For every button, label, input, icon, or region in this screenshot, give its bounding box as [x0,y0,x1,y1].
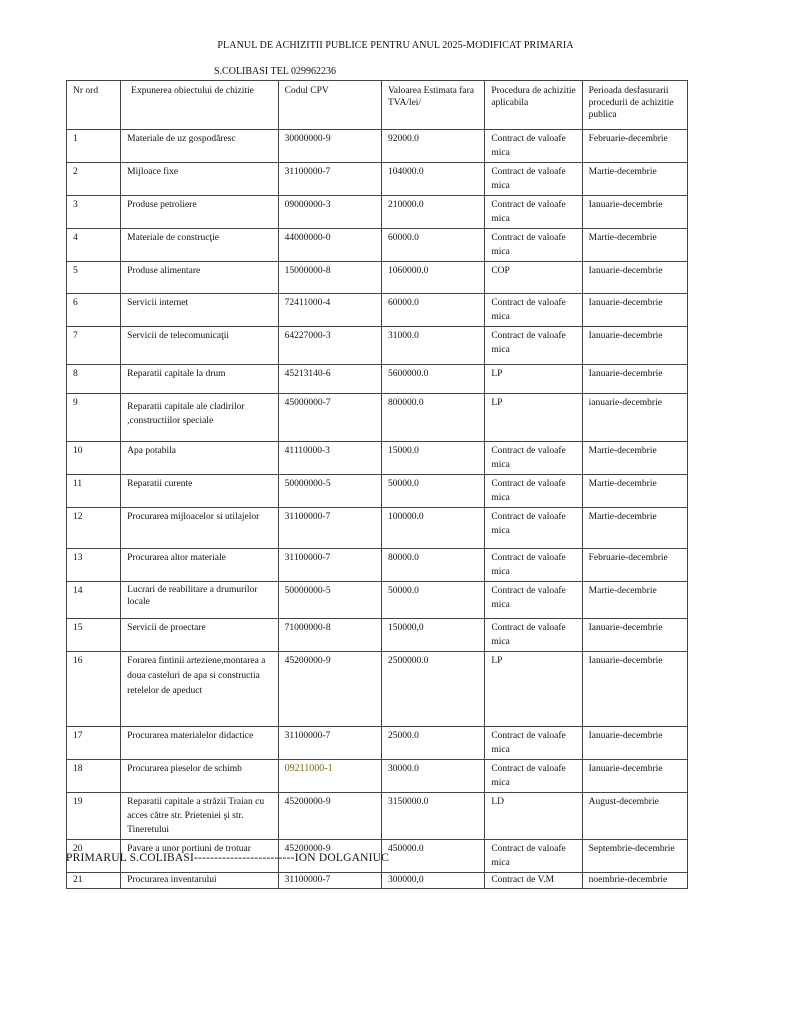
cell-cpv: 71000000-8 [278,619,381,652]
cell-procedure: Contract de valoafe mica [485,760,582,793]
cell-value: 100000.0 [382,508,485,549]
cell-period: Ianuarie-decembrie [582,262,687,294]
cell-nr: 11 [67,475,121,508]
cell-object: Forarea fintinii arteziene,montarea a doua casteluri de apa si constructia retelelor de apeduct [121,652,279,727]
cell-cpv: 45000000-7 [278,394,381,442]
cell-object: Reparatii capitale la drum [121,365,279,394]
table-row [67,163,688,196]
cell-object: Lucrari de reabilitare a drumurilor locale [121,582,279,619]
cell-object: Procurarea materialelor didactice [121,727,279,760]
table-row [67,294,688,327]
cell-procedure: Contract de valoafe mica [485,163,582,196]
cell-value: 50000.0 [382,475,485,508]
cell-value: 800000.0 [382,394,485,442]
cell-cpv: 50000000-5 [278,475,381,508]
cell-procedure: Contract de valoafe mica [485,196,582,229]
cell-nr: 10 [67,442,121,475]
cell-object: Procurarea inventarului [121,873,279,889]
cell-period: Martie-decembrie [582,229,687,262]
procurement-plan-table [66,80,688,889]
cell-cpv: 41110000-3 [278,442,381,475]
cell-value: 31000.0 [382,327,485,365]
cell-value: 5600000.0 [382,365,485,394]
cell-nr: 19 [67,793,121,840]
cell-nr: 21 [67,873,121,889]
cell-cpv: 09000000-3 [278,196,381,229]
cell-value: 15000.0 [382,442,485,475]
cell-cpv: 72411000-4 [278,294,381,327]
cell-value: 3150000.0 [382,793,485,840]
table-row [67,873,688,889]
cell-nr: 8 [67,365,121,394]
cell-value: 60000.0 [382,294,485,327]
cell-object: Apa potabila [121,442,279,475]
cell-procedure: Contract de valoafe mica [485,475,582,508]
cell-nr: 12 [67,508,121,549]
cell-period: Martie-decembrie [582,475,687,508]
document-subtitle: S.COLIBASI TEL 029962236 [214,66,336,77]
cell-period: Ianuarie-decembrie [582,365,687,394]
cell-period: August-decembrie [582,793,687,840]
cell-cpv: 09211000-1 [278,760,381,793]
header-period: Perioada desfasurarii procedurii de achizitie publica [582,81,687,130]
table-row [67,394,688,442]
cell-procedure: Contract de V.M [485,873,582,889]
cell-procedure: LP [485,365,582,394]
cell-procedure: Contract de valoafe mica [485,508,582,549]
cell-object: Reparatii capitale ale cladirilor ,constructiilor speciale [121,394,279,442]
cell-nr: 3 [67,196,121,229]
cell-nr: 14 [67,582,121,619]
header-object: Expunerea obiectului de chizitie [121,81,279,130]
cell-nr: 1 [67,130,121,163]
cell-value: 50000.0 [382,582,485,619]
table-row [67,365,688,394]
table-row [67,508,688,549]
cell-cpv: 31100000-7 [278,163,381,196]
cell-value: 80000.0 [382,549,485,582]
cell-nr: 2 [67,163,121,196]
cell-nr: 5 [67,262,121,294]
cell-period: Februarie-decembrie [582,549,687,582]
cell-procedure: COP [485,262,582,294]
table-row [67,196,688,229]
document-title: PLANUL DE ACHIZITII PUBLICE PENTRU ANUL 2025-MODIFICAT PRIMARIA [217,40,574,51]
cell-nr: 18 [67,760,121,793]
header-procedure: Procedura de achizitie aplicabila [485,81,582,130]
mayor-signature-line: PRIMARUL S.COLIBASI-------------------------ION DOLGANIUC [66,852,389,864]
table-row [67,793,688,840]
cell-nr: 4 [67,229,121,262]
cell-value: 150000,0 [382,619,485,652]
cell-value: 1060000.0 [382,262,485,294]
cell-value: 300000,0 [382,873,485,889]
cell-period: Martie-decembrie [582,508,687,549]
cell-period: Ianuarie-decembrie [582,727,687,760]
table-row [67,475,688,508]
cell-object: Mijloace fixe [121,163,279,196]
cell-nr: 17 [67,727,121,760]
cell-value: 210000.0 [382,196,485,229]
table-row [67,130,688,163]
cell-cpv: 50000000-5 [278,582,381,619]
table-row [67,442,688,475]
cell-cpv: 30000000-9 [278,130,381,163]
cell-nr: 7 [67,327,121,365]
cell-cpv: 31100000-7 [278,873,381,889]
cell-object: Produse alimentare [121,262,279,294]
table-row [67,760,688,793]
cell-period: Februarie-decembrie [582,130,687,163]
cell-period: Martie-decembrie [582,582,687,619]
table-row [67,327,688,365]
header-value: Valoarea Estimata fara TVA/lei/ [382,81,485,130]
cell-procedure: LD [485,793,582,840]
header-cpv: Codul CPV [278,81,381,130]
table-row [67,582,688,619]
cell-object: Reparatii curente [121,475,279,508]
cell-period: Martie-decembrie [582,163,687,196]
cell-object: Materiale de construcţie [121,229,279,262]
cell-nr: 6 [67,294,121,327]
cell-cpv: 45200000-9 [278,793,381,840]
cell-value: 92000.0 [382,130,485,163]
table-row [67,549,688,582]
cell-period: Ianuarie-decembrie [582,196,687,229]
cell-period: Martie-decembrie [582,442,687,475]
cell-object: Procurarea mijloacelor si utilajelor [121,508,279,549]
cell-object: Servicii internet [121,294,279,327]
cell-procedure: Contract de valoafe mica [485,229,582,262]
cell-cpv: 45200000-9 [278,652,381,727]
cell-cpv: 44000000-0 [278,229,381,262]
cell-cpv: 15000000-8 [278,262,381,294]
cell-period: Ianuarie-decembrie [582,760,687,793]
cell-object: Produse petroliere [121,196,279,229]
cell-period: ianuarie-decembrie [582,394,687,442]
cell-period: Ianuarie-decembrie [582,652,687,727]
cell-nr: 9 [67,394,121,442]
cell-procedure: Contract de valoafe mica [485,130,582,163]
cell-cpv: 31100000-7 [278,549,381,582]
cell-cpv: 45200000-9 [278,840,381,873]
cell-procedure: Contract de valoafe mica [485,619,582,652]
cell-procedure: Contract de valoafe mica [485,582,582,619]
cell-value: 30000.0 [382,760,485,793]
cell-cpv: 31100000-7 [278,727,381,760]
cell-cpv: 45213140-6 [278,365,381,394]
cell-nr: 16 [67,652,121,727]
cell-procedure: Contract de valoafe mica [485,442,582,475]
table-row [67,727,688,760]
cell-object: Procurarea altor materiale [121,549,279,582]
cell-object: Reparatii capitale a străzii Traian cu acces către str. Prieteniei şi str. Tineretului [121,793,279,840]
cell-procedure: Contract de valoafe mica [485,840,582,873]
header-nr: Nr ord [67,81,121,130]
cell-procedure: LP [485,394,582,442]
cell-object: Servicii de proectare [121,619,279,652]
cell-period: Ianuarie-decembrie [582,327,687,365]
cell-object: Servicii de telecomunicaţii [121,327,279,365]
cell-procedure: Contract de valoafe mica [485,727,582,760]
cell-object: Procurarea pieselor de schimb [121,760,279,793]
table-row [67,652,688,727]
cell-value: 2500000.0 [382,652,485,727]
table-row [67,619,688,652]
cell-nr: 20 [67,840,121,873]
cell-period: Septembrie-decembrie [582,840,687,873]
cell-procedure: Contract de valoafe mica [485,294,582,327]
table-row [67,262,688,294]
cell-period: Ianuarie-decembrie [582,619,687,652]
cell-period: Ianuarie-decembrie [582,294,687,327]
cell-value: 25000.0 [382,727,485,760]
cell-procedure: Contract de valoafe mica [485,549,582,582]
cell-value: 450000.0 [382,840,485,873]
cell-cpv: 64227000-3 [278,327,381,365]
cell-procedure: Contract de valoafe mica [485,327,582,365]
cell-value: 104000.0 [382,163,485,196]
cell-cpv: 31100000-7 [278,508,381,549]
table-row [67,229,688,262]
cell-object: Pavare a unor portiuni de trotuar [121,840,279,873]
cell-object: Materiale de uz gospodăresc [121,130,279,163]
cell-value: 60000.0 [382,229,485,262]
cell-procedure: LP [485,652,582,727]
cell-nr: 15 [67,619,121,652]
table-header-row [67,81,688,130]
cell-period: noembrie-decembrie [582,873,687,889]
cell-nr: 13 [67,549,121,582]
